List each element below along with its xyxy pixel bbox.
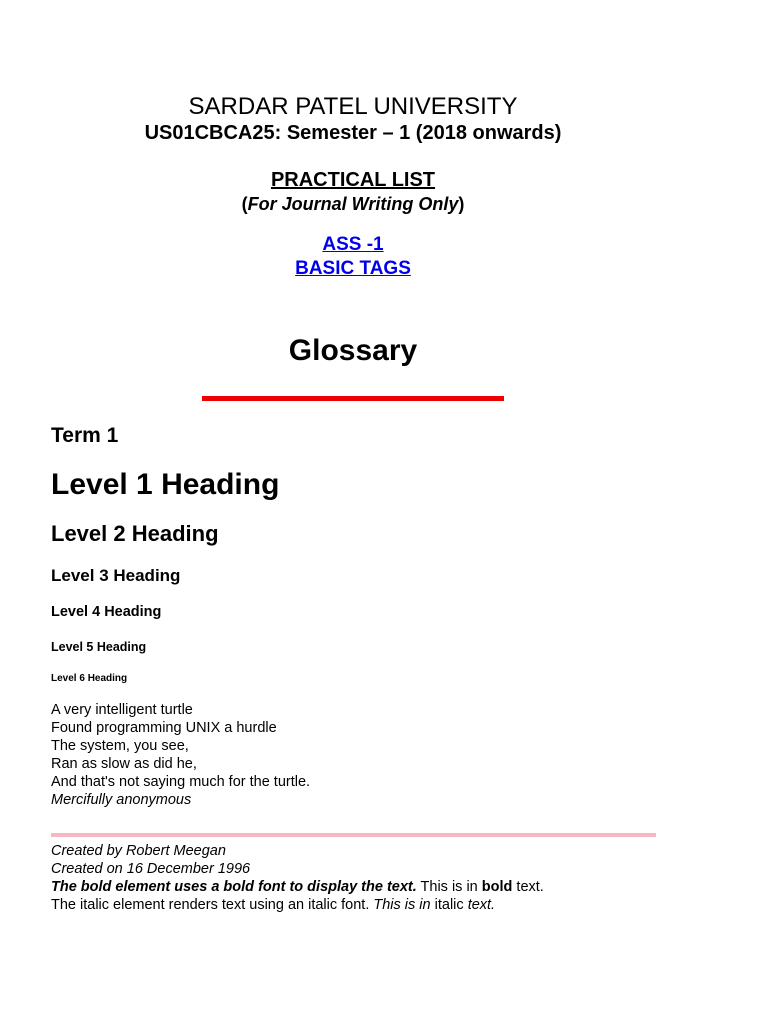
practical-list-title: PRACTICAL LIST (270, 169, 436, 191)
red-divider (202, 396, 504, 401)
footer-block (51, 842, 544, 914)
assignment-link-row (0, 233, 706, 257)
journal-open-paren: ( (241, 194, 248, 214)
italic-sentence: The italic element renders text using an italic font. (51, 897, 374, 913)
journal-note (0, 192, 706, 216)
course-title: US01CBCA25: Semester – 1 (2018 onwards) (144, 122, 562, 144)
italic-example-line (51, 896, 544, 914)
basic-tags-link[interactable]: BASIC TAGS (295, 258, 411, 279)
heading-level-5: Level 5 Heading (51, 640, 147, 654)
assignment-link[interactable]: ASS -1 (322, 234, 384, 255)
poem-author: Mercifully anonymous (51, 792, 192, 808)
heading-level-2: Level 2 Heading (51, 521, 219, 546)
bold-word: bold (481, 879, 513, 895)
heading-level-3: Level 3 Heading (51, 566, 181, 585)
bold-example-line (51, 878, 544, 896)
italic-pre: This is in (373, 897, 431, 913)
poem-line: A very intelligent turtle (51, 702, 193, 718)
journal-note-text: For Journal Writing Only (247, 194, 459, 214)
glossary-title: Glossary (288, 334, 418, 367)
term-label: Term 1 (51, 424, 119, 447)
university-title: SARDAR PATEL UNIVERSITY (188, 93, 518, 120)
bold-post: text. (512, 879, 544, 895)
poem-line: Found programming UNIX a hurdle (51, 720, 277, 736)
basic-tags-link-row (0, 257, 706, 281)
heading-level-6: Level 6 Heading (51, 673, 128, 684)
poem-block (51, 701, 310, 809)
italic-post: text. (467, 897, 496, 913)
italic-word: italic (430, 897, 468, 913)
poem-line: Ran as slow as did he, (51, 756, 197, 772)
bold-sentence: The bold element uses a bold font to display the text. (51, 879, 417, 895)
poem-line: The system, you see, (51, 738, 189, 754)
created-on: Created on 16 December 1996 (51, 861, 251, 877)
journal-close-paren: ) (458, 194, 465, 214)
created-by: Created by Robert Meegan (51, 843, 226, 859)
pink-divider (51, 833, 656, 837)
heading-level-4: Level 4 Heading (51, 604, 162, 620)
heading-level-1: Level 1 Heading (51, 468, 280, 501)
bold-pre: This is in (416, 879, 482, 895)
poem-line: And that's not saying much for the turtle. (51, 774, 311, 790)
